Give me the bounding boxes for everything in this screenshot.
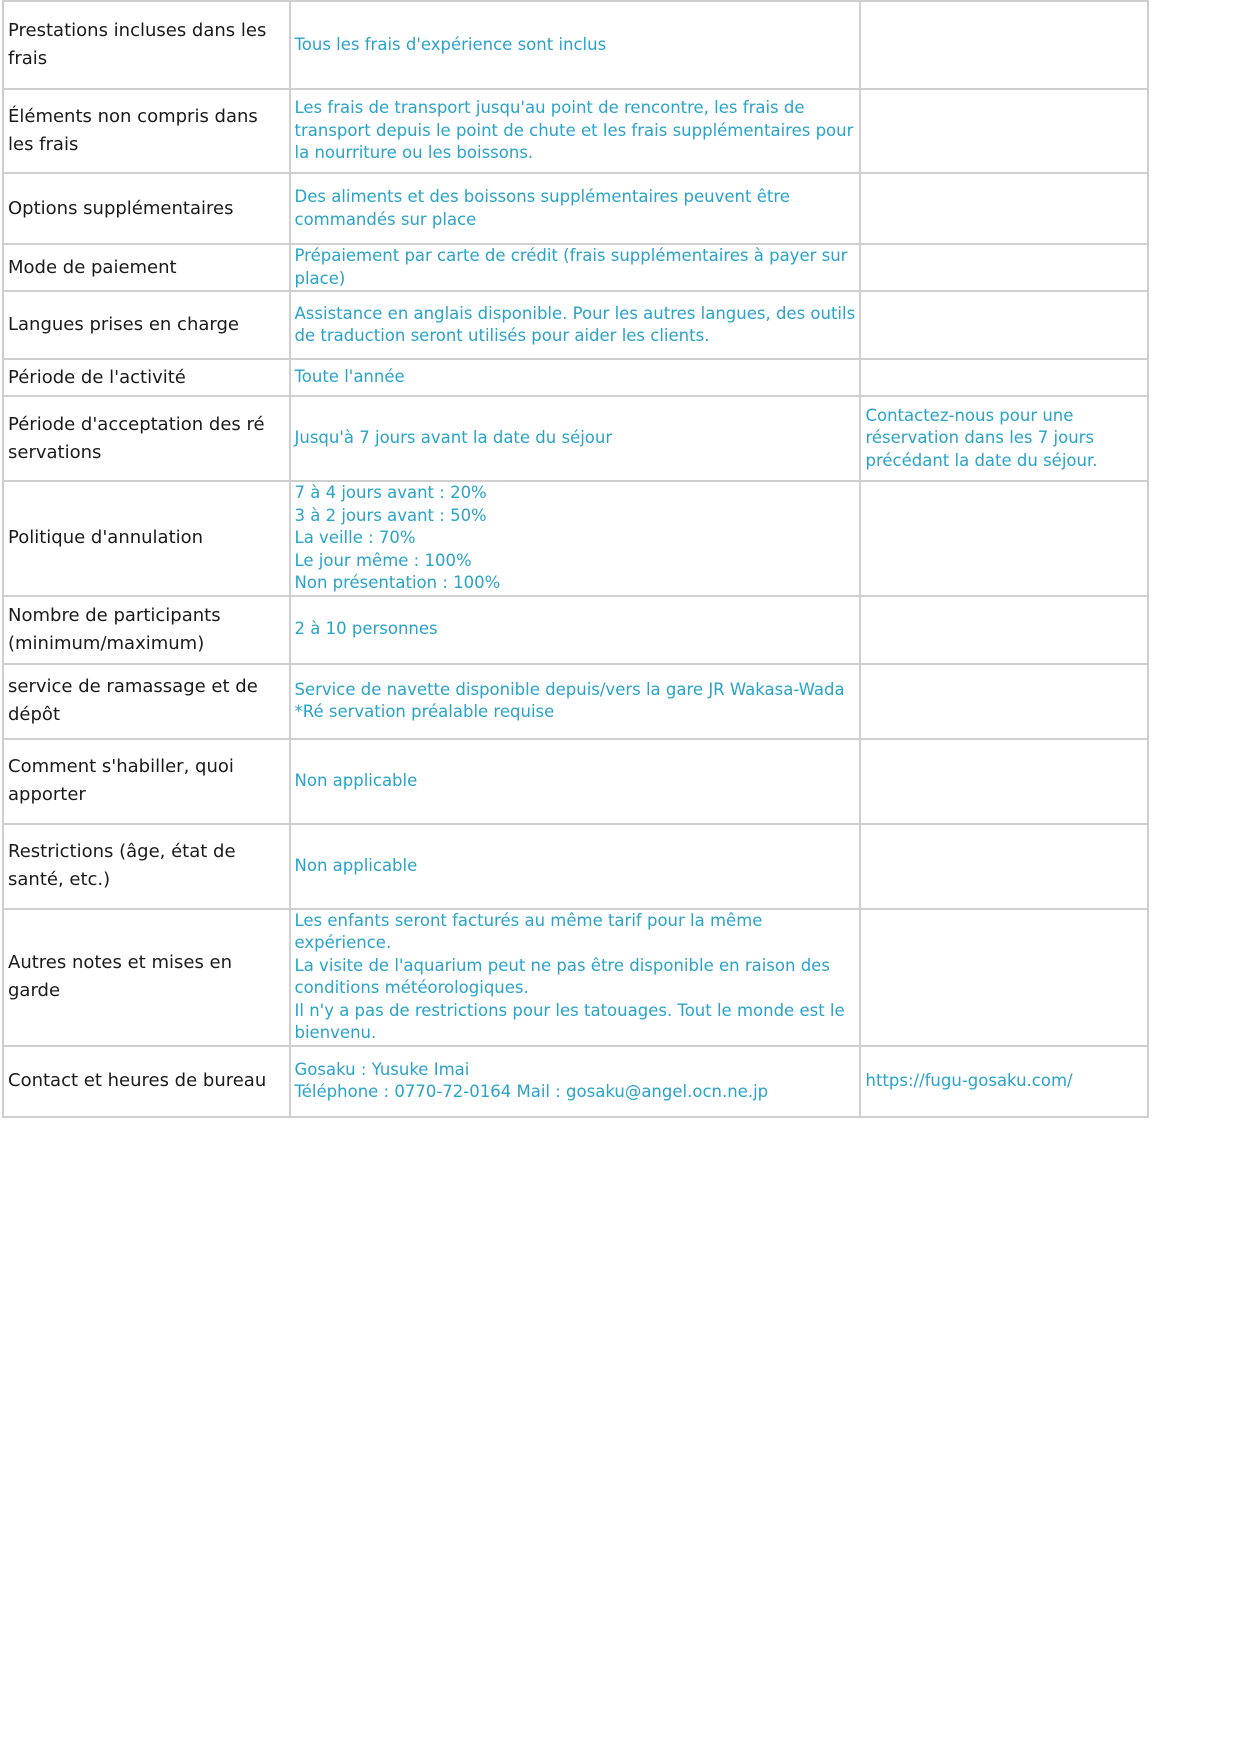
row-note: Contactez-nous pour une réservation dans les 7 jours précédant la date du séjour. bbox=[860, 396, 1148, 481]
row-note bbox=[860, 173, 1148, 244]
row-label: Options supplémentaires bbox=[3, 173, 290, 244]
row-label: Contact et heures de bureau bbox=[3, 1046, 290, 1117]
row-note bbox=[860, 359, 1148, 396]
row-note bbox=[860, 909, 1148, 1046]
row-value bbox=[290, 596, 861, 664]
value-line: Téléphone : 0770-72-0164 Mail : gosaku@angel.ocn.ne.jp bbox=[294, 1082, 769, 1101]
table-row bbox=[3, 89, 1148, 173]
row-label: Restrictions (âge, état de santé, etc.) bbox=[3, 824, 290, 909]
row-note bbox=[860, 291, 1148, 359]
value-line: Toute l'année bbox=[294, 367, 405, 387]
row-note bbox=[860, 481, 1148, 596]
row-label: Éléments non compris dans les frais bbox=[3, 89, 290, 173]
table-row bbox=[3, 664, 1148, 739]
table-row bbox=[3, 396, 1148, 481]
table-row bbox=[3, 291, 1148, 359]
info-table bbox=[2, 0, 1149, 1118]
table-row bbox=[3, 909, 1148, 1046]
value-line: 3 à 2 jours avant : 50% bbox=[294, 505, 487, 525]
table-row bbox=[3, 1046, 1148, 1117]
row-value bbox=[290, 173, 861, 244]
table-row bbox=[3, 739, 1148, 824]
table-row bbox=[3, 1, 1148, 89]
row-label: Comment s'habiller, quoi apporter bbox=[3, 739, 290, 824]
value-line: La veille : 70% bbox=[294, 528, 416, 547]
row-note bbox=[860, 596, 1148, 664]
row-value bbox=[290, 909, 861, 1046]
value-line: Non présentation : 100% bbox=[294, 573, 501, 592]
value-line: Les frais de transport jusqu'au point de rencontre, les frais de transport depuis le point de chute et les frais supplémentaires pour la nourriture ou les boissons. bbox=[294, 98, 854, 163]
value-line: Des aliments et des boissons supplémentaires peuvent être commandés sur place bbox=[294, 187, 790, 229]
row-note bbox=[860, 664, 1148, 739]
row-value bbox=[290, 824, 861, 909]
row-label: Politique d'annulation bbox=[3, 481, 290, 596]
value-line: 2 à 10 personnes bbox=[294, 619, 438, 639]
value-line: Le jour même : 100% bbox=[294, 550, 472, 570]
value-line: Il n'y a pas de restrictions pour les tatouages. Tout le monde est le bienvenu. bbox=[294, 1000, 845, 1042]
value-line: Jusqu'à 7 jours avant la date du séjour bbox=[294, 428, 613, 448]
row-note bbox=[860, 1, 1148, 89]
value-line: La visite de l'aquarium peut ne pas être disponible en raison des conditions météorologiques. bbox=[294, 955, 830, 997]
row-label: Langues prises en charge bbox=[3, 291, 290, 359]
row-value bbox=[290, 89, 861, 173]
row-label: Prestations incluses dans les frais bbox=[3, 1, 290, 89]
website-link[interactable]: https://fugu-gosaku.com/ bbox=[860, 1046, 1148, 1117]
table-row bbox=[3, 481, 1148, 596]
row-value bbox=[290, 359, 861, 396]
row-note bbox=[860, 89, 1148, 173]
value-line: 7 à 4 jours avant : 20% bbox=[294, 483, 487, 502]
table-row bbox=[3, 359, 1148, 396]
row-note bbox=[860, 739, 1148, 824]
value-line: Les enfants seront facturés au même tarif pour la même expérience. bbox=[294, 910, 763, 952]
row-value bbox=[290, 1046, 861, 1117]
row-value bbox=[290, 396, 861, 481]
row-label: Période d'acceptation des ré servations bbox=[3, 396, 290, 481]
row-value bbox=[290, 291, 861, 359]
row-note bbox=[860, 824, 1148, 909]
row-value bbox=[290, 1, 861, 89]
value-line: Non applicable bbox=[294, 770, 418, 790]
row-value bbox=[290, 481, 861, 596]
row-label: Période de l'activité bbox=[3, 359, 290, 396]
table-row bbox=[3, 173, 1148, 244]
value-line: Assistance en anglais disponible. Pour les autres langues, des outils de traduction seront utilisés pour aider les clients. bbox=[294, 303, 856, 345]
table-row bbox=[3, 244, 1148, 291]
row-value bbox=[290, 664, 861, 739]
row-value bbox=[290, 739, 861, 824]
table-row bbox=[3, 596, 1148, 664]
value-line: Non applicable bbox=[294, 855, 418, 875]
row-label: Nombre de participants (minimum/maximum) bbox=[3, 596, 290, 664]
row-label: Mode de paiement bbox=[3, 244, 290, 291]
row-value bbox=[290, 244, 861, 291]
value-line: Tous les frais d'expérience sont inclus bbox=[294, 34, 607, 54]
value-line: Gosaku : Yusuke Imai bbox=[294, 1059, 470, 1079]
value-line: Prépaiement par carte de crédit (frais supplémentaires à payer sur place) bbox=[294, 246, 848, 288]
row-label: service de ramassage et de dépôt bbox=[3, 664, 290, 739]
table-row bbox=[3, 824, 1148, 909]
value-line: Service de navette disponible depuis/vers la gare JR Wakasa-Wada *Ré servation préalable requise bbox=[294, 679, 845, 721]
row-note bbox=[860, 244, 1148, 291]
row-label: Autres notes et mises en garde bbox=[3, 909, 290, 1046]
